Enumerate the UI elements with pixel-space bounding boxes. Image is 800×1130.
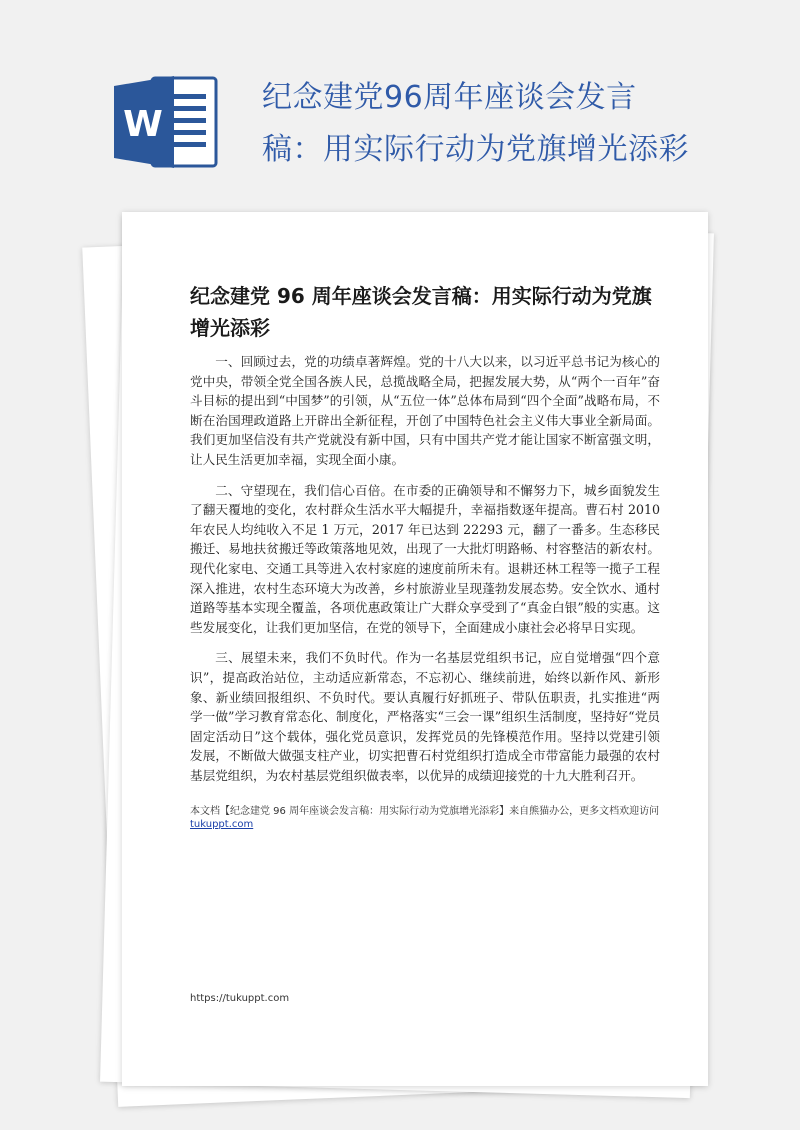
document-body [190, 352, 660, 796]
page-header [0, 0, 800, 205]
source-footnote [190, 805, 660, 831]
document-title: 纪念建党 96 周年座谈会发言稿：用实际行动为党旗增光添彩 [190, 284, 652, 340]
page-title [262, 72, 722, 176]
bottom-url[interactable]: https://tukuppt.com [190, 993, 290, 1004]
paragraph: 一、回顾过去，党的功绩卓著辉煌。党的十八大以来，以习近平总书记为核心的党中央，带领全党全国各族人民，总揽战略全局，把握发展大势，从“两个一百年”奋斗目标的提出到“中国梦”的引领，从“五位一体”总体布局到“四个全面”战略布局，不断在治国理政道路上开辟出全新征程，开创了中国特色社会主义伟大事业全新局面。我们更加坚信没有共产党就没有新中国，只有中国共产党才能让国家不断富强文明，让人民生活更加幸福，实现全面小康。 [190, 354, 660, 467]
page-title-line2: 稿：用实际行动为党旗增光添彩 [262, 132, 689, 167]
word-document-icon [112, 72, 222, 172]
svg-text:W: W [123, 104, 163, 145]
paragraph: 二、守望现在，我们信心百倍。在市委的正确领导和不懈努力下，城乡面貌发生了翻天覆地的变化，农村群众生活水平大幅提升，幸福指数逐年提高。曹石村 2010 年农民人均纯收入不足 1 万元，2017 年已达到 22293 元，翻了一番多。生态移民搬迁、易地扶贫搬迁等政策落地见效，出现了一大批灯明路畅、村容整洁的新农村。现代化家电、交通工具等进入农村家庭的速度前所未有。退耕还林工程等一揽子工程深入推进，农村生态环境大为改善，乡村旅游业呈现蓬勃发展态势。安全饮水、通村道路等基本实现全覆盖，各项优惠政策让广大群众享受到了“真金白银”般的实惠。这些发展变化，让我们更加坚信，在党的领导下，全面建成小康社会必将早日实现。 [190, 482, 660, 635]
paragraph: 三、展望未来，我们不负时代。作为一名基层党组织书记，应自觉增强“四个意识”，提高政治站位，主动适应新常态，不忘初心、继续前进，始终以新作风、新形象、新业绩回报组织、不负时代。要认真履行好抓班子、带队伍职责，扎实推进“两学一做”学习教育常态化、制度化，严格落实“三会一课”组织生活制度，坚持好“党员固定活动日”这个载体，强化党员意识，发挥党员的先锋模范作用。坚持以党建引领发展，不断做大做强支柱产业，切实把曹石村党组织打造成全市带富能力最强的农村基层党组织，为农村基层党组织做表率，以优异的成绩迎接党的十九大胜利召开。 [190, 650, 660, 783]
page-title-line1: 纪念建党96周年座谈会发言 [262, 80, 637, 115]
footnote-link[interactable]: tukuppt.com [190, 819, 254, 830]
footnote-text: 本文档【纪念建党 96 周年座谈会发言稿：用实际行动为党旗增光添彩】来自熊猫办公，更多文档欢迎访问 [190, 806, 660, 817]
